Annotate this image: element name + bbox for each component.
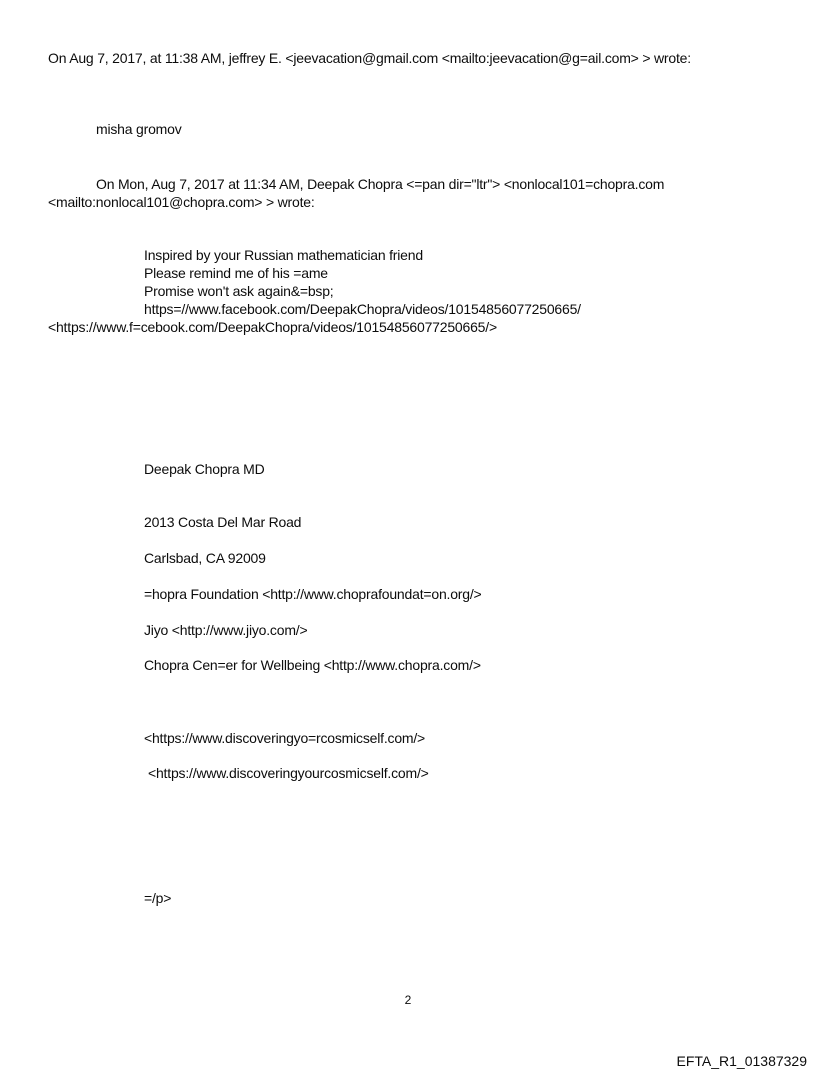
bates-number: EFTA_R1_01387329 [676,1053,807,1069]
message-facebook-url-wrapped: <https://www.f=cebook.com/DeepakChopra/videos/10154856077250665/> [48,319,497,335]
signature-link-cosmicself-2: <https://www.discoveringyourcosmicself.com/> [148,765,429,781]
page-number: 2 [404,993,412,1007]
signature-address-city: Carlsbad, CA 92009 [144,550,266,566]
signature-link-cosmicself-1: <https://www.discoveringyo=rcosmicself.com/> [144,730,426,746]
outer-quote-header: On Aug 7, 2017, at 11:38 AM, jeffrey E. <jeevacation@gmail.com <mailto:jeevacation@g=ail.com> > wrote: [48,50,691,66]
signature-org-jiyo: Jiyo <http://www.jiyo.com/> [144,622,308,638]
stray-closing-tag: =/p> [144,890,172,906]
signature-org-chopra-foundation: =hopra Foundation <http://www.choprafoundat=on.org/> [144,586,482,602]
inner-quote-header-line2: <mailto:nonlocal101@chopra.com> > wrote: [48,194,315,210]
signature-name: Deepak Chopra MD [144,461,265,477]
message-facebook-url: https=//www.facebook.com/DeepakChopra/videos/10154856077250665/ [144,301,581,317]
signature-address-street: 2013 Costa Del Mar Road [144,514,302,530]
message-line-1: Inspired by your Russian mathematician friend [144,247,423,263]
signature-org-chopra-center: Chopra Cen=er for Wellbeing <http://www.chopra.com/> [144,657,481,673]
message-line-3: Promise won't ask again&=bsp; [144,283,334,299]
greeting-line: misha gromov [96,121,182,137]
message-line-2: Please remind me of his =ame [144,265,328,281]
inner-quote-header-line1: On Mon, Aug 7, 2017 at 11:34 AM, Deepak Chopra <=pan dir="ltr"> <nonlocal101=chopra.com [96,176,665,192]
